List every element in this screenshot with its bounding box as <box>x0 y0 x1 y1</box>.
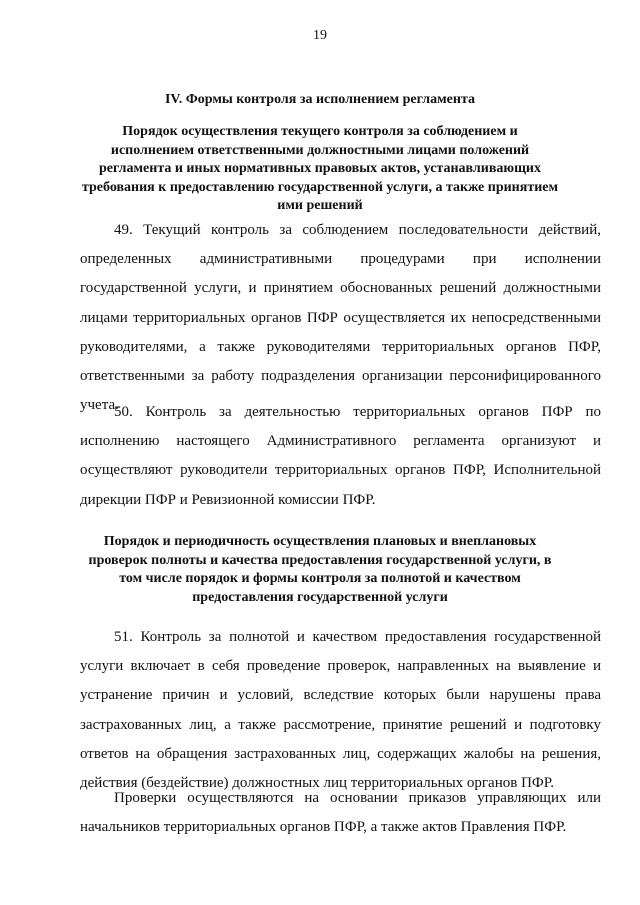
paragraph-51: 51. Контроль за полнотой и качеством предоставления государственной услуги включает в себя проведение проверок, направленных на выявление и устранение причин и условий, вследствие которых были нарушены права застрахованных лиц, а также рассмотрение, принятие решений и подготовку ответов на обращения застрахованных лиц, содержащих жалобы на решения, действия (бездействие) должностных лиц территориальных органов ПФР. <box>80 629 601 792</box>
section-title: IV. Формы контроля за исполнением регламента <box>164 92 476 107</box>
subsection-title-inspections: Порядок и периодичность осуществления плановых и внеплановых проверок полноты и качества предоставления государственной услуги, в том числе порядок и формы контроля за полнотой и качеством предоставления государственной услуги <box>88 534 552 605</box>
paragraph-49: 49. Текущий контроль за соблюдением последовательности действий, определенных административными процедурами при исполнении государственной услуги, и принятием обоснованных решений должностными лицами территориальных органов ПФР осуществляется их непосредственными руководителями, а также руководителями территориальных органов ПФР, ответственными за работу подразделения организации персонифицированного учета. <box>80 222 601 414</box>
page-number: 19 <box>313 28 327 43</box>
paragraph-inspections-basis: Проверки осуществляются на основании приказов управляющих или начальников территориальных органов ПФР, а также актов Правления ПФР. <box>80 790 601 836</box>
paragraph-50: 50. Контроль за деятельностью территориальных органов ПФР по исполнению настоящего Административного регламента организуют и осуществляют руководители территориальных органов ПФР, Исполнительной дирекции ПФР и Ревизионной комиссии ПФР. <box>80 404 601 508</box>
subsection-title-current-control: Порядок осуществления текущего контроля за соблюдением и исполнением ответственными должностными лицами положений регламента и иных нормативных правовых актов, устанавливающих требования к предоставлению государственной услуги, а также принятием ими решений <box>81 124 559 213</box>
